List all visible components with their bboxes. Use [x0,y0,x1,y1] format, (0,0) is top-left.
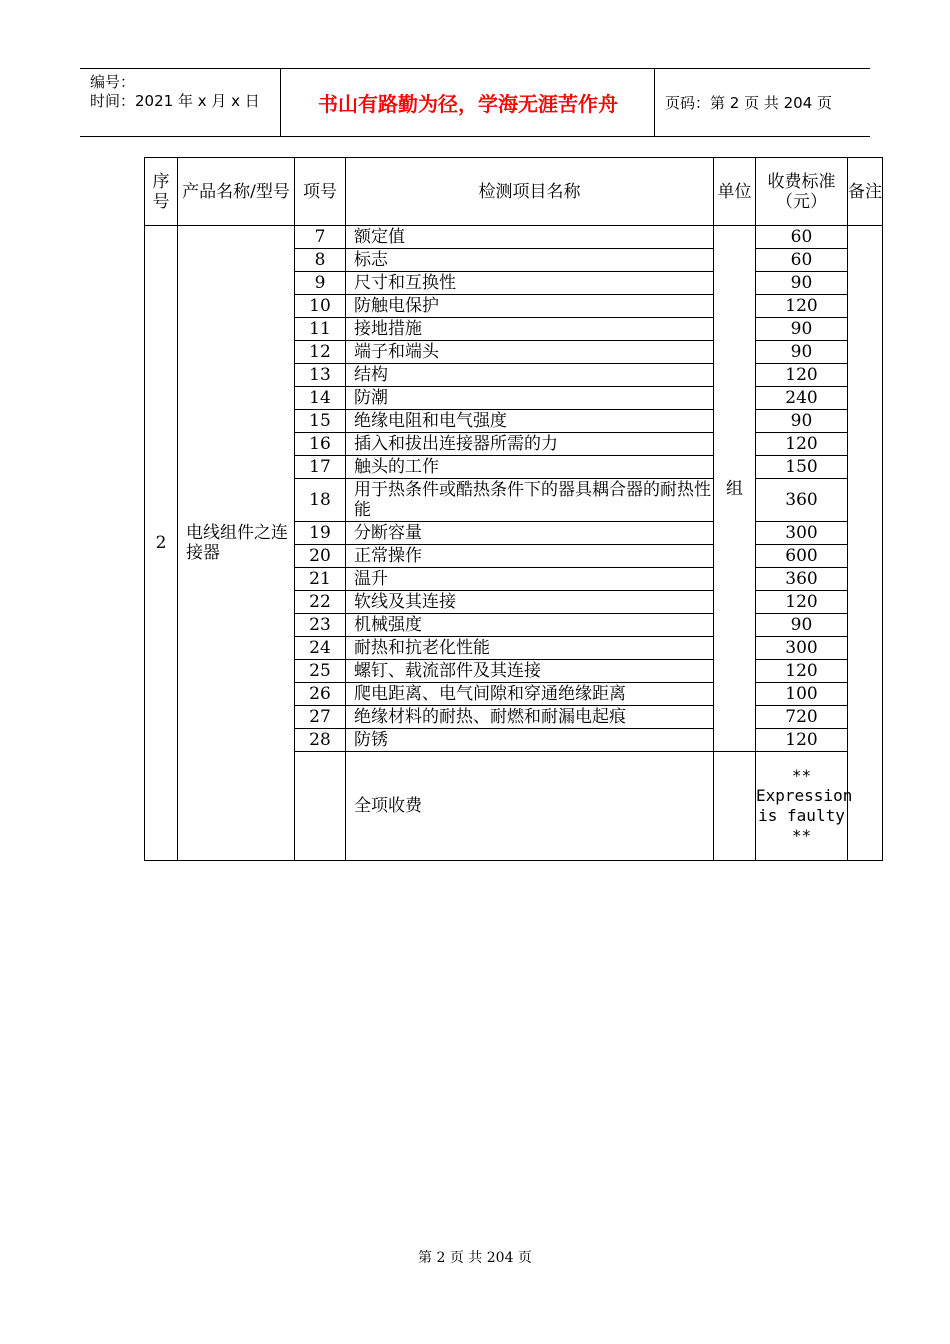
doc-date-label: 时间：2021 年 x 月 x 日 [90,92,260,110]
total-label-cell: 全项收费 [346,752,714,861]
item-no-cell: 21 [295,568,346,591]
fee-cell: 300 [756,637,848,660]
item-no-cell: 14 [295,387,346,410]
item-no-cell: 10 [295,295,346,318]
item-no-cell: 13 [295,364,346,387]
fee-cell: 100 [756,683,848,706]
item-no-cell: 18 [295,479,346,522]
fee-cell: 150 [756,456,848,479]
header-fee: 收费标准（元） [756,158,848,226]
item-name-cell: 结构 [346,364,714,387]
fee-cell: 60 [756,249,848,272]
item-name-cell: 端子和端头 [346,341,714,364]
item-name-cell: 防触电保护 [346,295,714,318]
total-item-no-cell [295,752,346,861]
item-name-cell: 防潮 [346,387,714,410]
page-footer: 第 2 页 共 204 页 [418,1250,532,1266]
item-name-cell: 正常操作 [346,545,714,568]
doc-number-label: 编号： [90,73,136,91]
item-name-cell: 用于热条件或酷热条件下的器具耦合器的耐热性能 [346,479,714,522]
item-no-cell: 27 [295,706,346,729]
table-header-row [145,158,883,226]
header-motto: 书山有路勤为径，学海无涯苦作舟 [282,69,655,136]
item-name-cell: 耐热和抗老化性能 [346,637,714,660]
item-no-cell: 22 [295,591,346,614]
item-no-cell: 23 [295,614,346,637]
item-no-cell: 12 [295,341,346,364]
item-no-cell: 25 [295,660,346,683]
remark-cell [848,226,883,861]
fee-cell: 60 [756,226,848,249]
fee-cell: 240 [756,387,848,410]
item-name-cell: 爬电距离、电气间隙和穿通绝缘距离 [346,683,714,706]
item-name-cell: 防锈 [346,729,714,752]
item-name-cell: 螺钉、载流部件及其连接 [346,660,714,683]
header-page-info: 页码：第 2 页 共 204 页 [665,94,833,112]
header-unit: 单位 [714,158,756,226]
fee-cell: 90 [756,318,848,341]
table-row [145,226,883,249]
item-name-cell: 尺寸和互换性 [346,272,714,295]
item-no-cell: 20 [295,545,346,568]
header-meta [80,69,281,136]
item-no-cell: 9 [295,272,346,295]
total-fee-cell: ** Expression is faulty ** [756,752,848,861]
header-remark: 备注 [848,158,883,226]
fee-cell: 600 [756,545,848,568]
item-name-cell: 标志 [346,249,714,272]
item-name-cell: 软线及其连接 [346,591,714,614]
seq-cell: 2 [145,226,178,861]
item-name-cell: 绝缘材料的耐热、耐燃和耐漏电起痕 [346,706,714,729]
item-no-cell: 16 [295,433,346,456]
fee-table [144,157,883,861]
item-name-cell: 机械强度 [346,614,714,637]
fee-cell: 90 [756,614,848,637]
fee-cell: 300 [756,522,848,545]
item-name-cell: 分断容量 [346,522,714,545]
fee-cell: 120 [756,729,848,752]
fee-cell: 90 [756,410,848,433]
item-no-cell: 19 [295,522,346,545]
item-name-cell: 额定值 [346,226,714,249]
item-no-cell: 7 [295,226,346,249]
item-name-cell: 插入和拔出连接器所需的力 [346,433,714,456]
item-no-cell: 15 [295,410,346,433]
header-item-no: 项号 [295,158,346,226]
fee-cell: 720 [756,706,848,729]
fee-cell: 90 [756,272,848,295]
header-product: 产品名称/型号 [178,158,295,226]
fee-cell: 120 [756,364,848,387]
item-no-cell: 24 [295,637,346,660]
fee-cell: 90 [756,341,848,364]
item-no-cell: 8 [295,249,346,272]
product-cell: 电线组件之连接器 [178,226,295,861]
item-no-cell: 17 [295,456,346,479]
total-unit-cell [714,752,756,861]
item-name-cell: 触头的工作 [346,456,714,479]
item-name-cell: 接地措施 [346,318,714,341]
fee-cell: 120 [756,591,848,614]
unit-cell: 组 [714,226,756,752]
page-header [80,68,870,137]
item-no-cell: 11 [295,318,346,341]
item-no-cell: 28 [295,729,346,752]
header-seq: 序号 [145,158,178,226]
fee-cell: 120 [756,433,848,456]
header-item-name: 检测项目名称 [346,158,714,226]
item-name-cell: 温升 [346,568,714,591]
item-name-cell: 绝缘电阻和电气强度 [346,410,714,433]
fee-cell: 360 [756,568,848,591]
fee-cell: 120 [756,295,848,318]
fee-cell: 360 [756,479,848,522]
fee-cell: 120 [756,660,848,683]
item-no-cell: 26 [295,683,346,706]
